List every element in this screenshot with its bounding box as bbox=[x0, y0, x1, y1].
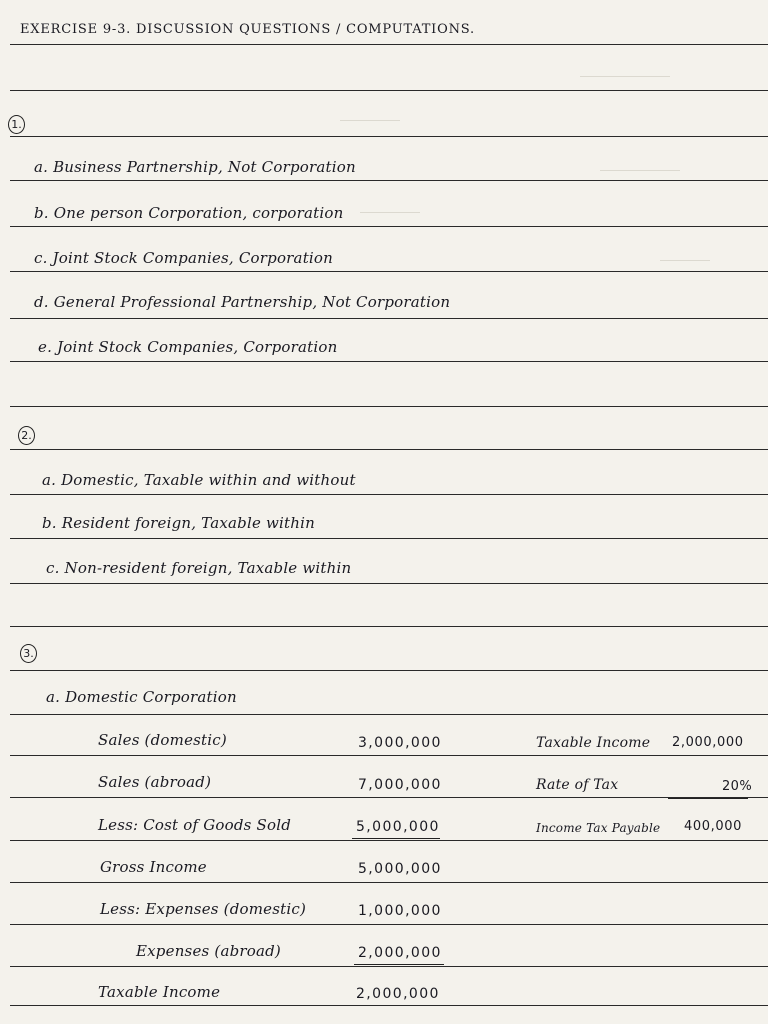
q1-answer-e: e. Joint Stock Companies, Corporation bbox=[38, 338, 338, 356]
show-through-mark bbox=[340, 120, 400, 121]
q2-answer-b: b. Resident foreign, Taxable within bbox=[42, 514, 315, 532]
summary-taxable-income: 2,000,000 bbox=[672, 735, 744, 750]
summary-income-tax-payable: 400,000 bbox=[684, 819, 742, 834]
q1-answer-b: b. One person Corporation, corporation bbox=[34, 204, 344, 222]
ruled-line bbox=[10, 583, 768, 584]
question-number-3: 3. bbox=[20, 644, 37, 663]
q2-answer-c: c. Non-resident foreign, Taxable within bbox=[46, 559, 352, 577]
page-title: EXERCISE 9-3. DISCUSSION QUESTIONS / COMPUTATIONS. bbox=[20, 22, 475, 37]
ruled-line bbox=[10, 670, 768, 671]
rate-underline bbox=[668, 798, 748, 799]
label-gross-income: Gross Income bbox=[100, 858, 207, 876]
ruled-line bbox=[10, 494, 768, 495]
show-through-mark bbox=[360, 212, 420, 213]
show-through-mark bbox=[580, 76, 670, 77]
amount-expenses-abroad: 2,000,000 bbox=[358, 945, 442, 961]
ruled-line bbox=[10, 361, 768, 362]
amount-sales-abroad: 7,000,000 bbox=[358, 777, 442, 793]
ruled-line bbox=[10, 318, 768, 319]
ruled-line bbox=[10, 180, 768, 181]
label-taxable-income: Taxable Income bbox=[98, 983, 221, 1001]
q1-answer-c: c. Joint Stock Companies, Corporation bbox=[34, 249, 334, 267]
amount-cost-of-goods-sold: 5,000,000 bbox=[356, 819, 440, 835]
label-expenses-abroad: Expenses (abroad) bbox=[136, 942, 281, 960]
show-through-mark bbox=[660, 260, 710, 261]
summary-label-income-tax-payable: Income Tax Payable bbox=[536, 821, 661, 835]
ruled-line bbox=[10, 1005, 768, 1006]
ruled-line bbox=[10, 626, 768, 627]
ruled-line bbox=[10, 966, 768, 967]
summary-label-taxable-income: Taxable Income bbox=[536, 735, 651, 751]
show-through-mark bbox=[600, 170, 680, 171]
amount-expenses-domestic: 1,000,000 bbox=[358, 903, 442, 919]
q1-answer-d: d. General Professional Partnership, Not Corporation bbox=[34, 293, 451, 311]
ruled-line bbox=[10, 882, 768, 883]
question-number-2: 2. bbox=[18, 426, 35, 445]
ruled-line bbox=[10, 840, 768, 841]
label-expenses-domestic: Less: Expenses (domestic) bbox=[100, 900, 307, 918]
label-sales-abroad: Sales (abroad) bbox=[98, 773, 212, 791]
ruled-line bbox=[10, 226, 768, 227]
amount-taxable-income: 2,000,000 bbox=[356, 986, 440, 1002]
amount-gross-income: 5,000,000 bbox=[358, 861, 442, 877]
q3-heading: a. Domestic Corporation bbox=[46, 688, 237, 706]
ruled-line bbox=[10, 136, 768, 137]
question-number-1: 1. bbox=[8, 115, 25, 134]
label-sales-domestic: Sales (domestic) bbox=[98, 731, 227, 749]
ruled-line bbox=[10, 924, 768, 925]
summary-rate-of-tax: 20% bbox=[722, 779, 753, 794]
ruled-line bbox=[10, 714, 768, 715]
ruled-line bbox=[10, 755, 768, 756]
amount-sales-domestic: 3,000,000 bbox=[358, 735, 442, 751]
label-cost-of-goods-sold: Less: Cost of Goods Sold bbox=[98, 816, 292, 834]
ruled-line bbox=[10, 406, 768, 407]
ruled-line bbox=[10, 271, 768, 272]
ruled-line bbox=[10, 797, 768, 798]
ruled-line bbox=[10, 449, 768, 450]
ruled-line bbox=[10, 90, 768, 91]
q2-answer-a: a. Domestic, Taxable within and without bbox=[42, 471, 356, 489]
summary-label-rate-of-tax: Rate of Tax bbox=[536, 777, 619, 793]
subtotal-underline bbox=[352, 838, 440, 839]
ruled-line bbox=[10, 44, 768, 45]
subtotal-underline bbox=[354, 964, 444, 965]
ruled-line bbox=[10, 538, 768, 539]
q1-answer-a: a. Business Partnership, Not Corporation bbox=[34, 158, 356, 176]
